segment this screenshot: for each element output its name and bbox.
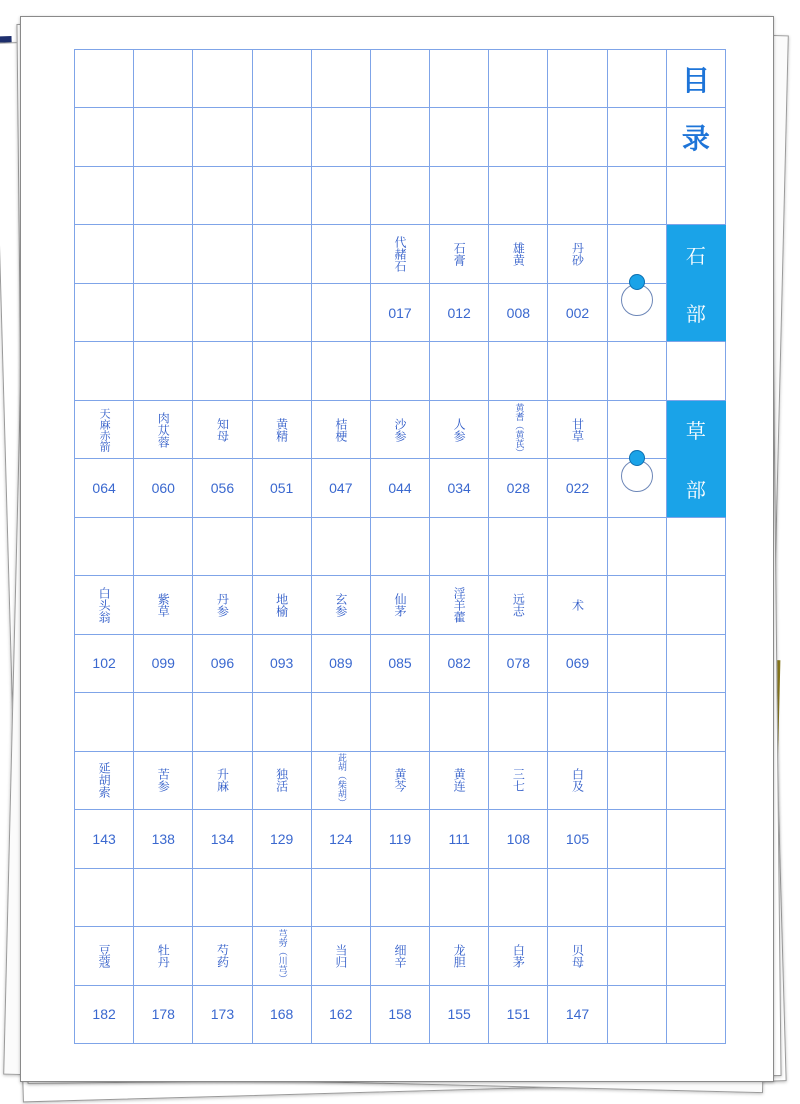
entry-page-number: 111 <box>448 830 470 847</box>
grid-cell <box>193 693 252 751</box>
entry-name: 白头翁 <box>97 586 112 623</box>
grid-cell <box>312 108 371 166</box>
entry-page-number: 173 <box>210 1006 235 1023</box>
entry-name: 升麻 <box>215 768 230 793</box>
grid-cell <box>667 167 726 225</box>
grid-cell <box>193 342 252 400</box>
grid-cell <box>489 50 548 108</box>
grid-cell <box>312 167 371 225</box>
grid-cell <box>608 576 667 634</box>
entry-page-number: 093 <box>269 655 294 672</box>
entry-page-cell <box>548 635 607 693</box>
grid-cell <box>667 986 726 1044</box>
entry-name: 知母 <box>215 417 230 442</box>
entry-name: 贝母 <box>570 943 585 968</box>
grid-cell <box>371 50 430 108</box>
entry-page-number: 051 <box>269 480 294 497</box>
grid-cell <box>253 284 312 342</box>
grid-cell <box>193 167 252 225</box>
entry-page-number: 012 <box>447 304 471 321</box>
entry-name: 茈胡（柴胡） <box>335 753 346 808</box>
entry-name-cell <box>134 927 193 985</box>
grid-cell <box>667 518 726 576</box>
entry-page-number: 008 <box>506 304 531 321</box>
grid-cell <box>489 869 548 927</box>
grid-cell <box>134 518 193 576</box>
grid-cell <box>667 869 726 927</box>
entry-name-cell <box>371 225 430 283</box>
grid-cell <box>608 108 667 166</box>
entry-name-cell <box>312 752 371 810</box>
grid-cell <box>430 108 489 166</box>
grid-cell <box>371 693 430 751</box>
entry-page-cell <box>548 810 607 868</box>
contents-title-char: 目 <box>667 50 726 108</box>
grid-cell <box>193 108 252 166</box>
entry-page-cell <box>489 284 548 342</box>
entry-page-number: 082 <box>447 655 471 672</box>
entry-name-cell <box>489 927 548 985</box>
entry-page-cell <box>489 986 548 1044</box>
entry-name: 石膏 <box>452 242 467 267</box>
entry-name: 淫羊藿 <box>452 586 467 623</box>
entry-name-cell <box>489 752 548 810</box>
grid-cell <box>608 927 667 985</box>
grid-cell <box>312 693 371 751</box>
entry-name-cell <box>548 576 607 634</box>
entry-name: 延胡索 <box>97 762 112 799</box>
grid-cell <box>253 167 312 225</box>
grid-cell <box>134 284 193 342</box>
grid-cell <box>75 50 134 108</box>
section-label-char: 草 <box>667 401 726 459</box>
grid-cell <box>75 518 134 576</box>
entry-page-cell <box>75 986 134 1044</box>
entry-page-number: 085 <box>388 655 412 672</box>
grid-cell <box>253 869 312 927</box>
grid-cell <box>75 108 134 166</box>
entry-page-cell <box>371 986 430 1044</box>
entry-name-cell <box>253 401 312 459</box>
grid-cell <box>608 869 667 927</box>
grid-cell <box>430 693 489 751</box>
entry-name-cell <box>193 576 252 634</box>
entry-name-cell <box>430 225 489 283</box>
grid-cell <box>193 284 252 342</box>
grid-cell <box>548 50 607 108</box>
entry-page-number: 089 <box>329 655 353 672</box>
grid-cell <box>667 576 726 634</box>
grid-cell <box>312 284 371 342</box>
entry-name-cell <box>312 401 371 459</box>
entry-page-cell <box>430 986 489 1044</box>
entry-page-cell <box>75 810 134 868</box>
entry-page-number: 119 <box>388 830 412 847</box>
entry-name: 远志 <box>511 592 526 617</box>
entry-page-cell <box>489 810 548 868</box>
entry-page-cell <box>134 635 193 693</box>
entry-name-cell <box>75 401 134 459</box>
entry-page-cell <box>75 635 134 693</box>
grid-cell <box>134 869 193 927</box>
grid-cell <box>608 342 667 400</box>
grid-cell <box>667 927 726 985</box>
entry-name-cell <box>193 401 252 459</box>
grid-cell <box>371 167 430 225</box>
grid-cell <box>608 810 667 868</box>
section-label-char: 部 <box>667 284 726 342</box>
grid-cell <box>608 752 667 810</box>
grid-cell <box>193 225 252 283</box>
entry-name-cell <box>430 752 489 810</box>
entry-name: 丹参 <box>215 592 230 617</box>
grid-cell <box>312 225 371 283</box>
grid-cell <box>667 752 726 810</box>
entry-name: 地榆 <box>274 592 289 617</box>
entry-name-cell <box>253 576 312 634</box>
entry-page-cell <box>548 986 607 1044</box>
grid-cell <box>489 342 548 400</box>
grid-cell <box>75 869 134 927</box>
entry-name-cell <box>312 927 371 985</box>
entry-page-number: 099 <box>151 655 175 672</box>
grid-cell <box>489 518 548 576</box>
entry-name-cell <box>489 576 548 634</box>
entry-page-cell <box>489 635 548 693</box>
entry-page-cell <box>430 459 489 517</box>
grid-cell <box>489 108 548 166</box>
entry-name-cell <box>548 401 607 459</box>
grid-cell <box>430 167 489 225</box>
entry-name-cell <box>371 401 430 459</box>
grid-cell <box>312 50 371 108</box>
entry-name: 苦参 <box>156 768 171 793</box>
entry-page-number: 129 <box>269 830 294 847</box>
entry-page-number: 147 <box>565 1006 590 1023</box>
entry-page-number: 124 <box>329 830 353 847</box>
grid-cell <box>371 518 430 576</box>
grid-cell <box>430 518 489 576</box>
grid-cell <box>253 342 312 400</box>
table-of-contents-grid <box>74 49 726 1044</box>
grid-cell <box>253 693 312 751</box>
grid-cell <box>312 342 371 400</box>
entry-page-number: 002 <box>565 304 590 321</box>
entry-name-cell <box>489 225 548 283</box>
entry-name-cell <box>134 576 193 634</box>
grid-cell <box>548 167 607 225</box>
entry-name: 龙胆 <box>452 943 467 968</box>
entry-name: 黄连 <box>452 768 467 793</box>
entry-name: 天麻赤箭 <box>98 407 112 452</box>
entry-page-cell <box>134 459 193 517</box>
grid-cell <box>371 108 430 166</box>
entry-page-number: 182 <box>92 1006 116 1023</box>
grid-cell <box>608 167 667 225</box>
entry-page-number: 102 <box>92 655 116 672</box>
grid-cell <box>667 342 726 400</box>
entry-page-cell <box>253 986 312 1044</box>
entry-name-cell <box>75 927 134 985</box>
entry-name-cell <box>371 576 430 634</box>
entry-page-number: 034 <box>447 480 471 497</box>
grid-cell <box>667 810 726 868</box>
entry-name-cell <box>548 752 607 810</box>
grid-cell <box>667 635 726 693</box>
grid-cell <box>608 693 667 751</box>
grid-cell <box>253 108 312 166</box>
entry-page-number: 105 <box>565 830 590 847</box>
grid-cell <box>489 167 548 225</box>
grid-cell <box>75 342 134 400</box>
grid-cell <box>371 342 430 400</box>
grid-cell <box>134 693 193 751</box>
entry-page-number: 162 <box>329 1006 353 1023</box>
entry-name: 雄黄 <box>511 242 526 267</box>
entry-page-cell <box>253 810 312 868</box>
grid-cell <box>489 693 548 751</box>
entry-page-number: 158 <box>388 1006 412 1023</box>
entry-page-number: 022 <box>565 480 590 497</box>
entry-page-cell <box>193 986 252 1044</box>
entry-name: 细辛 <box>392 943 407 968</box>
grid-cell <box>608 986 667 1044</box>
entry-page-cell <box>134 810 193 868</box>
entry-page-number: 078 <box>506 655 531 672</box>
entry-name-cell <box>193 752 252 810</box>
grid-cell <box>253 518 312 576</box>
entry-page-number: 069 <box>565 655 590 672</box>
grid-cell <box>75 693 134 751</box>
entry-name-cell <box>548 927 607 985</box>
grid-cell <box>548 869 607 927</box>
entry-page-number: 168 <box>269 1006 294 1023</box>
entry-name: 三七 <box>511 768 526 793</box>
section-label-char: 部 <box>667 459 726 517</box>
grid-cell <box>548 108 607 166</box>
grid-cell <box>193 869 252 927</box>
entry-page-number: 028 <box>506 480 531 497</box>
entry-name: 牡丹 <box>156 943 171 968</box>
grid-cell <box>193 518 252 576</box>
grid-cell <box>134 225 193 283</box>
entry-page-number: 064 <box>92 480 116 497</box>
grid-cell <box>75 225 134 283</box>
entry-name: 白及 <box>570 768 585 793</box>
entry-name-cell <box>489 401 548 459</box>
entry-name-cell <box>134 752 193 810</box>
entry-page-cell <box>253 459 312 517</box>
entry-name: 仙茅 <box>392 592 407 617</box>
entry-page-cell <box>312 459 371 517</box>
entry-name-cell <box>371 927 430 985</box>
entry-page-number: 096 <box>210 655 235 672</box>
entry-name-cell <box>548 225 607 283</box>
section-label-char: 石 <box>667 225 726 283</box>
entry-name-cell <box>430 576 489 634</box>
entry-page-cell <box>430 635 489 693</box>
grid-cell <box>430 869 489 927</box>
entry-name: 白茅 <box>511 943 526 968</box>
grid-cell <box>134 50 193 108</box>
entry-page-number: 056 <box>210 480 235 497</box>
entry-name-cell <box>430 927 489 985</box>
entry-page-cell <box>489 459 548 517</box>
entry-page-cell <box>193 459 252 517</box>
entry-page-cell <box>134 986 193 1044</box>
entry-name-cell <box>193 927 252 985</box>
entry-name: 肉苁蓉 <box>156 411 171 448</box>
grid-cell <box>667 693 726 751</box>
entry-page-cell <box>312 635 371 693</box>
entry-page-cell <box>371 635 430 693</box>
entry-name: 黄精 <box>274 417 289 442</box>
entry-name: 当归 <box>333 943 348 968</box>
entry-page-cell <box>312 810 371 868</box>
entry-name: 术 <box>570 598 585 611</box>
grid-cell <box>548 693 607 751</box>
entry-page-number: 108 <box>506 830 531 847</box>
binder-pin-icon <box>629 274 645 290</box>
grid-cell <box>134 342 193 400</box>
entry-name-cell <box>371 752 430 810</box>
grid-cell <box>371 869 430 927</box>
entry-page-cell <box>371 284 430 342</box>
entry-name: 芎䓖（川芎） <box>276 928 287 983</box>
entry-page-number: 155 <box>447 1006 471 1023</box>
entry-name: 人参 <box>452 417 467 442</box>
grid-cell <box>548 518 607 576</box>
entry-name-cell <box>75 752 134 810</box>
entry-name: 丹砂 <box>570 242 585 267</box>
grid-cell <box>134 167 193 225</box>
entry-page-cell <box>430 810 489 868</box>
entry-page-cell <box>193 810 252 868</box>
entry-page-cell <box>548 459 607 517</box>
binder-pin-icon <box>629 450 645 466</box>
entry-name-cell <box>312 576 371 634</box>
entry-name: 黄耆（黄芪） <box>513 402 524 457</box>
entry-name: 沙参 <box>392 417 407 442</box>
entry-page-number: 151 <box>506 1006 531 1023</box>
entry-page-cell <box>548 284 607 342</box>
entry-page-number: 060 <box>151 480 175 497</box>
entry-page-cell <box>371 459 430 517</box>
entry-name-cell <box>430 401 489 459</box>
entry-page-number: 047 <box>329 480 353 497</box>
entry-page-number: 178 <box>151 1006 175 1023</box>
grid-cell <box>608 50 667 108</box>
entry-page-cell <box>312 986 371 1044</box>
entry-name: 芍药 <box>215 943 230 968</box>
grid-cell <box>75 284 134 342</box>
entry-name: 黄芩 <box>392 768 407 793</box>
entry-name: 紫草 <box>156 592 171 617</box>
entry-page-cell <box>253 635 312 693</box>
entry-name-cell <box>134 401 193 459</box>
entry-page-cell <box>193 635 252 693</box>
entry-page-cell <box>371 810 430 868</box>
grid-cell <box>193 50 252 108</box>
entry-page-cell <box>430 284 489 342</box>
entry-page-cell <box>75 459 134 517</box>
grid-cell <box>312 518 371 576</box>
entry-page-number: 134 <box>210 830 235 847</box>
entry-name: 甘草 <box>570 417 585 442</box>
entry-name: 豆蔻 <box>97 943 112 968</box>
grid-cell <box>430 50 489 108</box>
grid-cell <box>312 869 371 927</box>
grid-cell <box>253 225 312 283</box>
entry-name: 桔梗 <box>333 417 348 442</box>
contents-title-char: 录 <box>667 108 726 166</box>
entry-name-cell <box>253 927 312 985</box>
grid-cell <box>75 167 134 225</box>
entry-page-number: 138 <box>151 830 175 847</box>
entry-name: 代赭石 <box>392 236 407 273</box>
grid-cell <box>608 635 667 693</box>
grid-cell <box>548 342 607 400</box>
entry-name: 玄参 <box>333 592 348 617</box>
grid-cell <box>253 50 312 108</box>
entry-name-cell <box>75 576 134 634</box>
entry-page-number: 044 <box>388 480 412 497</box>
grid-cell <box>430 342 489 400</box>
entry-name-cell <box>253 752 312 810</box>
entry-page-number: 143 <box>92 830 116 847</box>
entry-name: 独活 <box>274 768 289 793</box>
grid-cell <box>134 108 193 166</box>
entry-page-number: 017 <box>388 304 412 321</box>
grid-cell <box>608 518 667 576</box>
